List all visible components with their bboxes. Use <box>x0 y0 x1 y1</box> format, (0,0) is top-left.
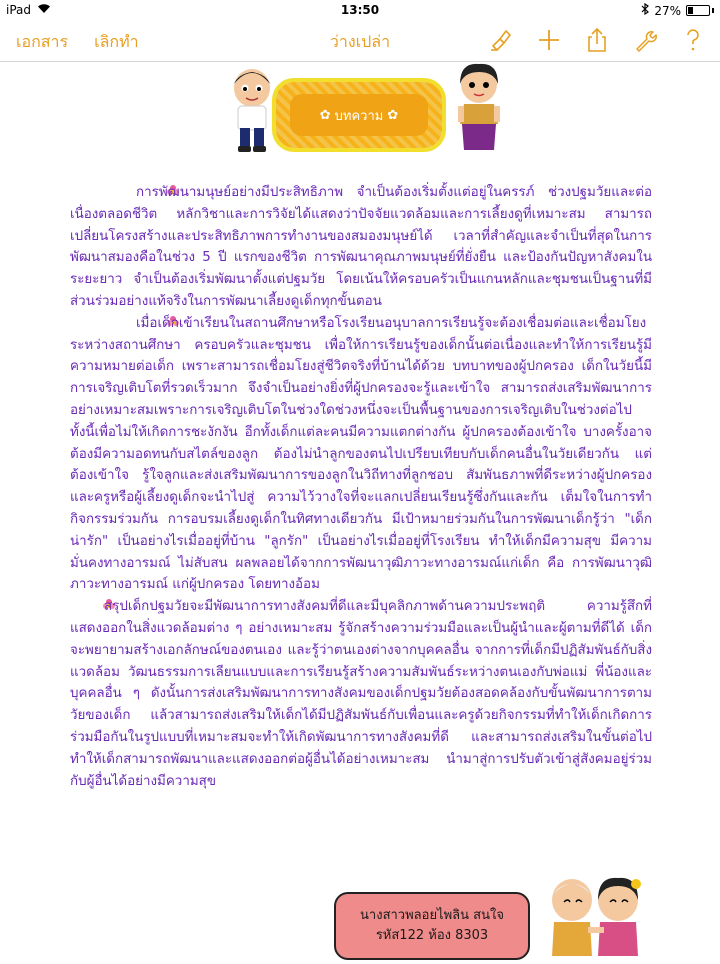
flower-bullet-icon <box>118 315 132 329</box>
article-paragraph-2-text: เมื่อเด็กเข้าเรียนในสถานศึกษาหรือโรงเรียนอนุบาลการเรียนรู้จะต้องเชื่อมต่อและเชื่อมโยงระหว่างสถานศึกษา ครอบครัวและชุมชน เพื่อให้การเรียนรู้ของเด็กนั้นต่อเนื่องและทำให้การเรียนรู้มีความหมายต่อเด็ก เพราะสามารถเชื่อมโยงสู่ชีวิตจริงที่บ้านได้ด้วย บทบาทของผู้ปกครอง เด็กในวัยนี้มีการเจริญเติบโตที่รวดเร็วมาก จึงจำเป็นอย่างยิ่งที่ผู้ปกครองจะรู้และเข้าใจ สามารถส่งเสริมพัฒนาการอย่างเหมาะสมเพราะการเจริญเติบโตในช่วงใดช่วงหนึ่งจะเป็นพื้นฐานของการเจริญเติบในช่วงต่อไป ทั้งนี้เพื่อไม่ให้เกิดการชะงักงัน อีกทั้งเด็กแต่ละคนมีความแตกต่างกัน ผู้ปกครองต้องเข้าใจ บางครั้งอาจต้องมีความอดทนกับสไตล์ของลูก ต้องไม่นำลูกของตนไปเปรียบเทียบกับเด็กคนอื่นในวัยเดียวกัน แต่ต้องเข้าใจ รู้ใจลูกและส่งเสริมพัฒนาการของลูกในวิถีทางที่ลูกชอบ สัมพันธภาพที่ดีระหว่างผู้ปกครองและครูหรือผู้เลี้ยงดูเด็กจะนำไปสู่ ความไว้วางใจที่จะแลกเปลี่ยนเรียนรู้ซึ่งกันและกัน เต็มใจในการทำกิจกรรมร่วมกัน การอบรมเลี้ยงดูเด็กในทิศทางเดียวกัน มีเป้าหมายร่วมกันในการพัฒนาเด็กรู้ว่า "เด็กน่ารัก" เป็นอย่างไรเมื่ออยู่ที่บ้าน "ลูกรัก" เป็นอย่างไรเมื่ออยู่ที่โรงเรียน ทำให้เด็กมีความสุข มีความมั่นคงทางอารมณ์ ไม่สับสน ผลพลอยได้จากการพัฒนาวุฒิภาวะทางอารมณ์แก่เด็ก คือ การพัฒนาวุฒิภาวะทางอารมณ์ แก่ผู้ปกครอง โดยทางอ้อม <box>70 315 652 593</box>
author-student-id: รหัส122 ห้อง 8303 <box>375 928 489 943</box>
article-paragraph-1 <box>70 182 652 313</box>
boy-student-illustration <box>226 66 278 158</box>
article-body <box>70 182 652 792</box>
author-name-card <box>334 892 530 960</box>
article-paragraph-1-text: การพัฒนามนุษย์อย่างมีประสิทธิภาพ จำเป็นต้องเริ่มตั้งแต่อยู่ในครรภ์ ช่วงปฐมวัยและต่อเนื่องตลอดชีวิต หลักวิชาและการวิจัยได้แสดงว่าปัจจัยแวดล้อมและการเลี้ยงดูที่เหมาะสม สามารถเปลี่ยนโครงสร้างและประสิทธิภาพการทำงานของสมองมนุษย์ได้ เวลาที่สำคัญและจำเป็นที่สุดในการพัฒนาสมองคือในช่วง 5 ปี แรกของชีวิต การพัฒนาคุณภาพมนุษย์ที่ยั่งยืน และป้องกันปัญหาสังคมในระยะยาว จำเป็นต้องเริ่มพัฒนาตั้งแต่ปฐมวัย โดยเน้นให้ครอบครัวเป็นแกนหลักและชุมชนเป็นฐานที่มีส่วนร่วมอย่างแท้จริงในการพัฒนาเลี้ยงดูเด็กทุกขั้นตอน <box>70 185 652 309</box>
two-children-greeting-illustration <box>548 874 644 964</box>
flower-icon: ✿ <box>387 107 399 123</box>
device-name: iPad <box>6 3 32 17</box>
battery-icon <box>686 5 710 16</box>
document-title[interactable]: ว่างเปล่า <box>329 32 391 51</box>
bluetooth-icon <box>641 3 649 18</box>
flower-icon: ✿ <box>319 107 331 123</box>
status-bar <box>0 0 720 20</box>
help-icon[interactable] <box>680 27 706 53</box>
documents-button[interactable]: เอกสาร <box>16 32 69 51</box>
battery-level <box>688 7 693 14</box>
author-name: นางสาวพลอยไพลิน สนใจ <box>360 908 504 923</box>
share-icon[interactable] <box>584 27 610 53</box>
girl-thai-dress-illustration <box>452 62 506 158</box>
banner-label: บทความ <box>334 108 384 124</box>
flower-bullet-icon <box>86 598 100 612</box>
battery-percent: 27% <box>654 3 681 18</box>
article-paragraph-3 <box>70 596 652 792</box>
article-banner <box>276 82 442 148</box>
article-paragraph-3-text: สรุปเด็กปฐมวัยจะมีพัฒนาการทางสังคมที่ดีและมีบุคลิกภาพด้านความประพฤติ ความรู้สึกที่แสดงออกในสิ่งแวดล้อมต่าง ๆ อย่างเหมาะสม รู้จักสร้างความร่วมมือและเป็นผู้นำและผู้ตามที่ดีได้ เด็กจะพยายามสร้างเอกลักษณ์ของตนเอง และรู้ว่าตนเองต่างจากบุคคลอื่น จากการที่เด็กมีปฏิสัมพันธ์กับสิ่งแวดล้อม วัฒนธรรมการเลียนแบบและการเรียนรู้สร้างความสัมพันธ์ระหว่างตนเองกับพ่อแม่ พี่น้องและบุคคลอื่น ๆ ดังนั้นการส่งเสริมพัฒนาการทางสังคมของเด็กปฐมวัยต้องสอดคล้องกับขั้นพัฒนาการตามวัยของเด็ก แล้วสามารถส่งเสริมให้เด็กได้มีปฏิสัมพันธ์กับเพื่อนและครูด้วยกิจกรรมที่ทำให้เด็กเกิดการร่วมมือกันในรูปแบบที่เหมาะสมจะทำให้เกิดพัฒนาการทางสังคมที่ดี และสามารถส่งเสริมในขั้นต่อไป ทำให้เด็กสามารถพัฒนาและแสดงออกต่อผู้อื่นได้อย่างเหมาะสม นำมาสู่การปรับตัวเข้าสู่สังคมอยู่ร่วมกับผู้อื่นได้อย่างมีความสุข <box>70 599 652 789</box>
plus-icon[interactable] <box>536 27 562 53</box>
clock: 13:50 <box>340 3 380 17</box>
flower-bullet-icon <box>118 184 132 198</box>
toolbar <box>0 20 720 62</box>
article-paragraph-2 <box>70 313 652 596</box>
undo-button[interactable]: เลิกทำ <box>94 32 139 51</box>
wrench-icon[interactable] <box>632 27 658 53</box>
paintbrush-icon[interactable] <box>488 27 514 53</box>
